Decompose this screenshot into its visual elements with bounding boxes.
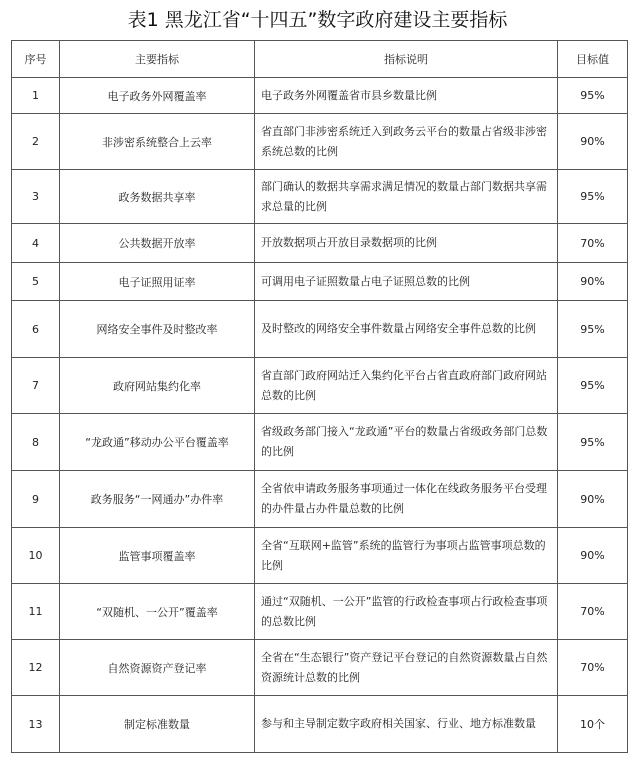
row-description: 省级政务部门接入“龙政通”平台的数量占省级政务部门总数的比例	[255, 414, 558, 471]
row-indicator: “龙政通”移动办公平台覆盖率	[60, 414, 255, 471]
row-number: 7	[12, 358, 60, 414]
table-row	[12, 696, 628, 753]
row-target: 95%	[558, 170, 628, 224]
row-indicator: 电子证照用证率	[60, 263, 255, 301]
row-number: 11	[12, 584, 60, 640]
row-target: 10个	[558, 696, 628, 753]
row-number: 8	[12, 414, 60, 471]
row-number: 12	[12, 640, 60, 696]
row-number: 1	[12, 78, 60, 114]
row-target: 90%	[558, 528, 628, 584]
row-indicator: 制定标准数量	[60, 696, 255, 753]
row-indicator: 政府网站集约化率	[60, 358, 255, 414]
table-header-row	[12, 41, 628, 78]
table-row	[12, 78, 628, 114]
row-target: 70%	[558, 640, 628, 696]
row-number: 9	[12, 471, 60, 528]
table-row	[12, 584, 628, 640]
table-title: 表1 黑龙江省“十四五”数字政府建设主要指标	[127, 9, 508, 31]
row-indicator: 政务数据共享率	[60, 170, 255, 224]
row-number: 10	[12, 528, 60, 584]
row-indicator: 监管事项覆盖率	[60, 528, 255, 584]
row-target: 95%	[558, 358, 628, 414]
row-description: 全省“互联网+监管”系统的监管行为事项占监管事项总数的比例	[255, 528, 558, 584]
indicators-table	[11, 40, 628, 753]
row-number: 4	[12, 224, 60, 263]
row-description: 全省依申请政务服务事项通过一体化在线政务服务平台受理的办件量占办件量总数的比例	[255, 471, 558, 528]
row-number: 3	[12, 170, 60, 224]
row-description: 参与和主导制定数字政府相关国家、行业、地方标准数量	[255, 696, 558, 753]
row-target: 70%	[558, 224, 628, 263]
row-target: 90%	[558, 263, 628, 301]
row-description: 省直部门非涉密系统迁入到政务云平台的数量占省级非涉密系统总数的比例	[255, 114, 558, 170]
row-description: 省直部门政府网站迁入集约化平台占省直政府部门政府网站总数的比例	[255, 358, 558, 414]
table-row	[12, 640, 628, 696]
row-number: 13	[12, 696, 60, 753]
row-target: 95%	[558, 301, 628, 358]
row-indicator: “双随机、一公开”覆盖率	[60, 584, 255, 640]
row-number: 2	[12, 114, 60, 170]
row-description: 开放数据项占开放目录数据项的比例	[255, 224, 558, 263]
table-row	[12, 414, 628, 471]
row-description: 部门确认的数据共享需求满足情况的数量占部门数据共享需求总量的比例	[255, 170, 558, 224]
table-row	[12, 224, 628, 263]
row-description: 全省在“生态银行”资产登记平台登记的自然资源数量占自然资源统计总数的比例	[255, 640, 558, 696]
header-desc: 指标说明	[255, 41, 558, 78]
table-row	[12, 301, 628, 358]
header-no: 序号	[12, 41, 60, 78]
row-indicator: 公共数据开放率	[60, 224, 255, 263]
row-target: 95%	[558, 78, 628, 114]
row-target: 90%	[558, 114, 628, 170]
row-indicator: 自然资源资产登记率	[60, 640, 255, 696]
row-target: 95%	[558, 414, 628, 471]
row-number: 6	[12, 301, 60, 358]
row-description: 电子政务外网覆盖省市县乡数量比例	[255, 78, 558, 114]
row-target: 90%	[558, 471, 628, 528]
table-row	[12, 263, 628, 301]
table-body	[12, 78, 628, 753]
row-description: 通过“双随机、一公开”监管的行政检查事项占行政检查事项的总数比例	[255, 584, 558, 640]
row-indicator: 网络安全事件及时整改率	[60, 301, 255, 358]
row-number: 5	[12, 263, 60, 301]
row-target: 70%	[558, 584, 628, 640]
table-row	[12, 471, 628, 528]
table-row	[12, 528, 628, 584]
header-indicator: 主要指标	[60, 41, 255, 78]
row-indicator: 政务服务“一网通办”办件率	[60, 471, 255, 528]
row-indicator: 非涉密系统整合上云率	[60, 114, 255, 170]
header-target: 目标值	[558, 41, 628, 78]
row-description: 及时整改的网络安全事件数量占网络安全事件总数的比例	[255, 301, 558, 358]
row-description: 可调用电子证照数量占电子证照总数的比例	[255, 263, 558, 301]
table-row	[12, 114, 628, 170]
row-indicator: 电子政务外网覆盖率	[60, 78, 255, 114]
table-row	[12, 170, 628, 224]
table-row	[12, 358, 628, 414]
